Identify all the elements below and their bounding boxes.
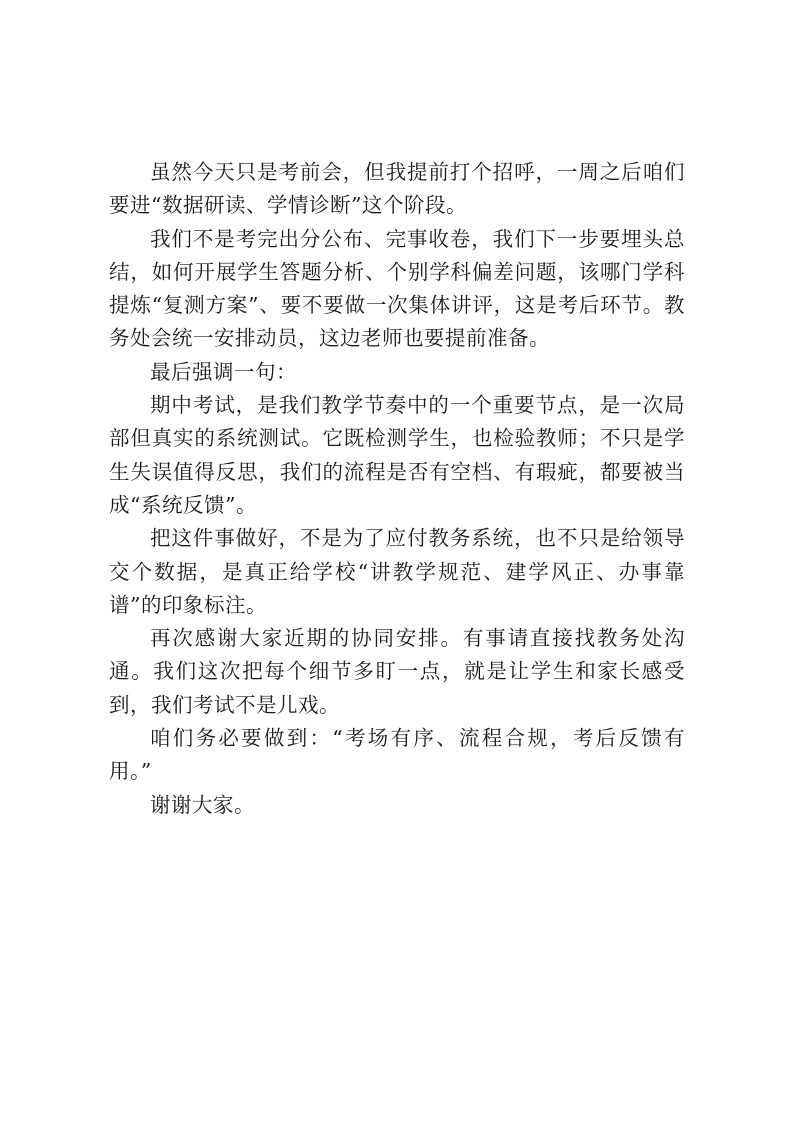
paragraph-thanks: 再次感谢大家近期的协同安排。有事请直接找教务处沟通。我们这次把每个细节多盯一点，就是让学生和家长感受到，我们考试不是儿戏。: [109, 626, 685, 717]
paragraph-midterm: 期中考试，是我们教学节奏中的一个重要节点，是一次局部但真实的系统测试。它既检测学生，也检验教师；不只是学生失误值得反思，我们的流程是否有空档、有瑕疵，都要被当成“系统反馈”。: [109, 393, 685, 517]
paragraph-requirement: 咱们务必要做到：“考场有序、流程合规，考后反馈有用。”: [109, 726, 685, 784]
paragraph-emphasis-lead: 最后强调一句：: [150, 359, 297, 384]
paragraph-post-exam: 我们不是考完出分公布、完事收卷，我们下一步要埋头总结，如何开展学生答题分析、个别学科偏差问题，该哪门学科提炼“复测方案”、要不要做一次集体讲评，这是考后环节。教务处会统一安排动员，这边老师也要提前准备。: [109, 226, 685, 351]
paragraph-intro: 虽然今天只是考前会，但我提前打个招呼，一周之后咱们要进“数据研读、学情诊断”这个阶段。: [109, 160, 685, 218]
paragraph-closing: 谢谢大家。: [150, 792, 255, 817]
document-body: [109, 156, 685, 822]
paragraph-purpose: 把这件事做好，不是为了应付教务系统，也不只是给领导交个数据，是真正给学校“讲教学规范、建学风正、办事靠谱”的印象标注。: [109, 526, 685, 617]
